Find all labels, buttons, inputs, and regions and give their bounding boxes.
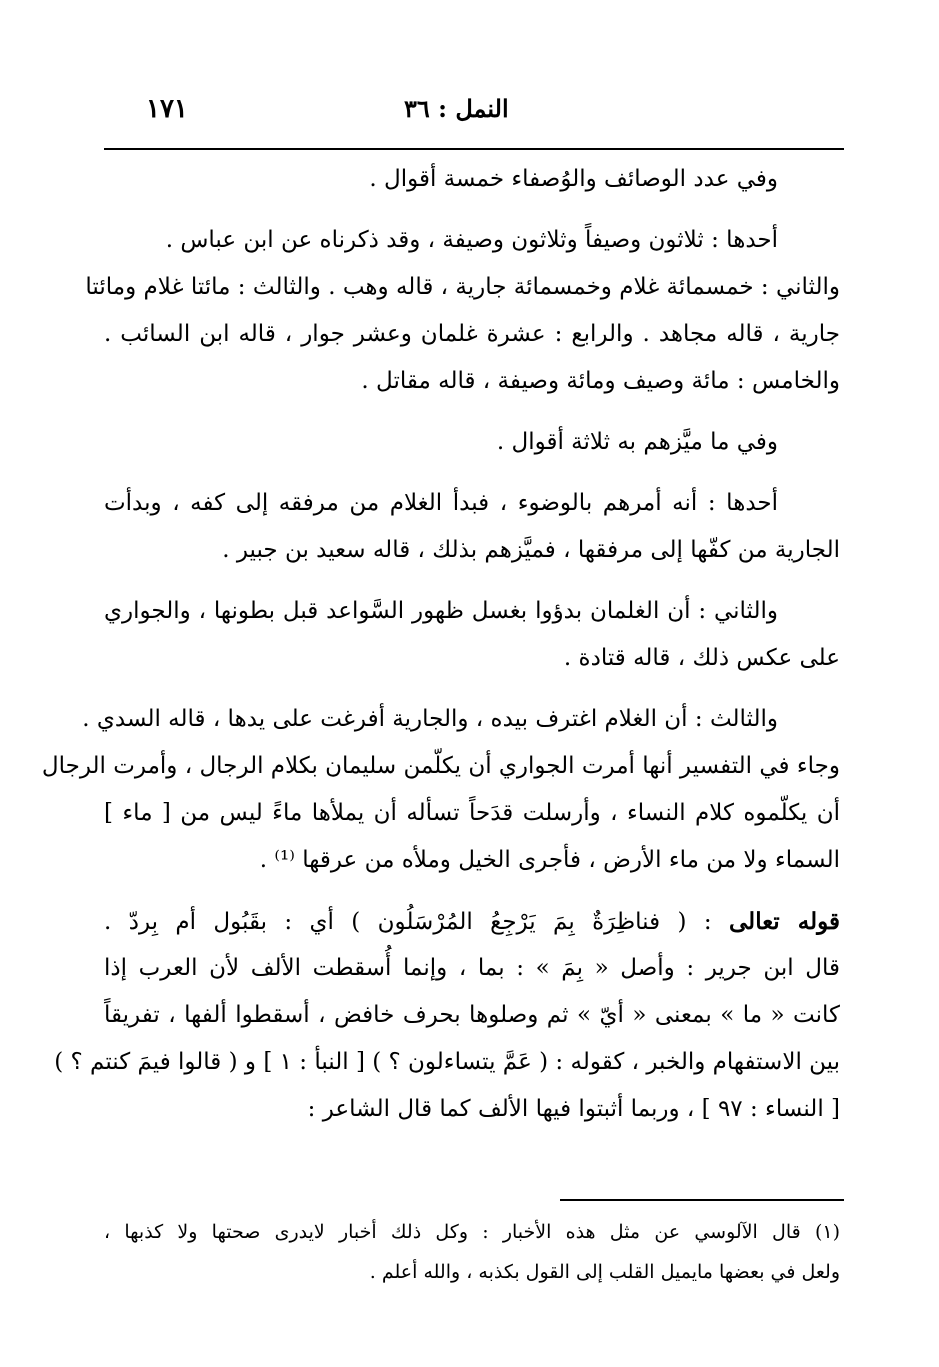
text-line-5: والخامس : مائة وصيف ومائة وصيفة ، قاله مقاتل . xyxy=(361,368,840,394)
footnotes xyxy=(104,1212,840,1292)
footnote-line-1: (١) قال الآلوسي عن مثل هذه الأخبار : وكل ذلك أخبار لايدرى صحتها ولا كذبها ، xyxy=(104,1221,840,1243)
header-divider xyxy=(104,148,844,150)
text-line-12: وجاء في التفسير أنها أمرت الجواري أن يكلّمن سليمان بكلام الرجال ، وأمرت الرجال xyxy=(41,753,840,779)
text-line-4: جارية ، قاله مجاهد . والرابع : عشرة غلمان وعشر جوار ، قاله ابن السائب . xyxy=(104,321,840,347)
text-line-1: وفي عدد الوصائف والوُصفاء خمسة أقوال . xyxy=(369,166,778,192)
text-line-17: كانت « ما » بمعنى « أيّ » ثم وصلوها بحرف خافض ، أسقطوا ألفها ، تفريقاً xyxy=(104,1002,840,1028)
text-line-3: والثاني : خمسمائة غلام وخمسمائة جارية ، قاله وهب . والثالث : مائتا غلام ومائتا xyxy=(85,274,840,300)
text-line-11: والثالث : أن الغلام اغترف بيده ، والجارية أفرغت على يدها ، قاله السدي . xyxy=(82,706,778,732)
text-line-18: بين الاستفهام والخبر ، كقوله : ( عَمَّ يتساءلون ؟ ) [ النبأ : ١ ] و ( قالوا فيمَ كنتم ؟ ) xyxy=(54,1049,840,1075)
text-line-6: وفي ما ميَّزهم به ثلاثة أقوال . xyxy=(496,429,778,455)
page-number: ١٧١ xyxy=(146,94,188,124)
text-line-13: أن يكلّموه كلام النساء ، وأرسلت قدَحاً تسأله أن يملأها ماءً ليس من [ ماء ] xyxy=(104,800,840,826)
surah-reference: النمل : ٣٦ xyxy=(404,94,509,123)
text-line-2: أحدها : ثلاثون وصيفاً وثلاثون وصيفة ، وقد ذكرناه عن ابن عباس . xyxy=(165,227,778,253)
text-line-8: الجارية من كفّها إلى مرفقها ، فميَّزهم بذلك ، قاله سعيد بن جبير . xyxy=(222,537,840,563)
text-line-9: والثاني : أن الغلمان بدؤوا بغسل ظهور السَّواعد قبل بطونها ، والجواري xyxy=(104,598,778,624)
text-line-16: قال ابن جرير : وأصل « بِمَ » : بما ، وإنما أُسقطت الألف لأن العرب إذا xyxy=(104,955,840,981)
footnote-line-2: ولعل في بعضها مايميل القلب إلى القول بكذبه ، والله أعلم . xyxy=(369,1261,840,1283)
text-line-19: [ النساء : ٩٧ ] ، وربما أثبتوا فيها الألف كما قال الشاعر : xyxy=(307,1096,840,1122)
verse-lead-phrase: قوله تعالى xyxy=(729,908,840,935)
text-line-14: السماء ولا من ماء الأرض ، فأجرى الخيل وملأه من عرقها ⁽¹⁾ . xyxy=(259,847,840,873)
text-line-10: على عكس ذلك ، قاله قتادة . xyxy=(563,645,840,671)
text-line-7: أحدها : أنه أمرهم بالوضوء ، فبدأ الغلام من مرفقه إلى كفه ، وبدأت xyxy=(104,490,778,516)
main-text xyxy=(41,156,840,1133)
text-line-15: قوله تعالى : ( فناظِرَةٌ بِمَ يَرْجِعُ المُرْسَلُون ) أي : بقَبُول أم بِردّ . xyxy=(104,908,840,935)
running-header xyxy=(104,94,844,134)
footnote-divider xyxy=(560,1199,844,1201)
